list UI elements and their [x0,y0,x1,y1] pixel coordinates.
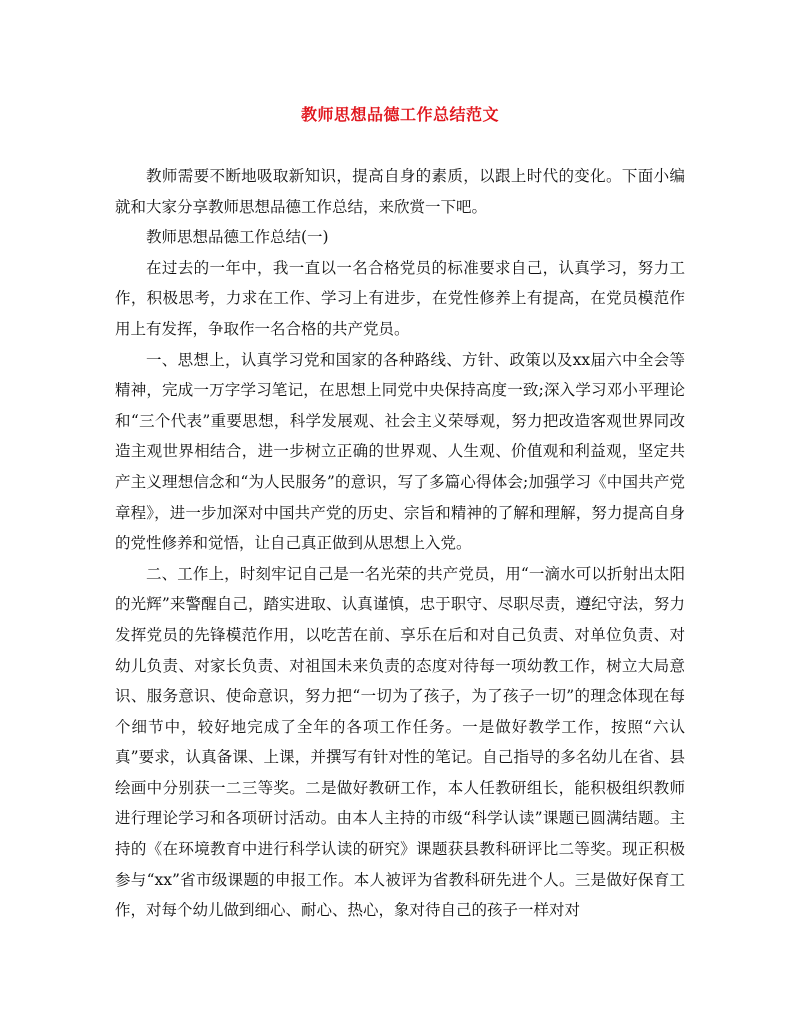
body-paragraph: 二、工作上，时刻牢记自己是一名光荣的共产党员，用“一滴水可以折射出太阳的光辉”来警醒自己，踏实进取、认真谨慎，忠于职守、尽职尽责，遵纪守法，努力发挥党员的先锋模范作用，以吃苦在前、享乐在后和对自己负责、对单位负责、对幼儿负责、对家长负责、对祖国未来负责的态度对待每一项幼教工作，树立大局意识、服务意识、使命意识，努力把“一切为了孩子，为了孩子一切”的理念体现在每个细节中，较好地完成了全年的各项工作任务。一是做好教学工作，按照“六认真”要求，认真备课、上课，并撰写有针对性的笔记。自己指导的多名幼儿在省、县绘画中分别获一二三等奖。二是做好教研工作，本人任教研组长，能积极组织教师进行理论学习和各项研讨活动。由本人主持的市级“科学认读”课题已圆满结题。主持的《在环境教育中进行科学认读的研究》课题获县教科研评比二等奖。现正积极参与“xx”省市级课题的申报工作。本人被评为省教科研先进个人。三是做好保育工作，对每个幼儿做到细心、耐心、热心，象对待自己的孩子一样对对 [115,564,685,920]
document-title: 教师思想品德工作总结范文 [300,105,499,124]
body-paragraph: 一、思想上，认真学习党和国家的各种路线、方针、政策以及xx届六中全会等精神，完成一万字学习笔记，在思想上同党中央保持高度一致;深入学习邓小平理论和“三个代表”重要思想，科学发展观、社会主义荣辱观，努力把改造客观世界同改造主观世界相结合，进一步树立正确的世界观、人生观、价值观和利益观，坚定共产主义理想信念和“为人民服务”的意识，写了多篇心得体会;加强学习《中国共产党章程》，进一步加深对中国共产党的历史、宗旨和精神的了解和理解，努力提高自身的党性修养和觉悟，让自己真正做到从思想上入党。 [115,350,685,553]
document-body [115,161,685,926]
section-heading: 教师思想品德工作总结(一) [146,228,329,247]
body-paragraph: 在过去的一年中，我一直以一名合格党员的标准要求自己，认真学习，努力工作，积极思考，力求在工作、学习上有进步，在党性修养上有提高，在党员模范作用上有发挥，争取作一名合格的共产党员。 [115,258,685,338]
intro-paragraph: 教师需要不断地吸取新知识，提高自身的素质，以跟上时代的变化。下面小编就和大家分享教师思想品德工作总结，来欣赏一下吧。 [115,167,685,216]
